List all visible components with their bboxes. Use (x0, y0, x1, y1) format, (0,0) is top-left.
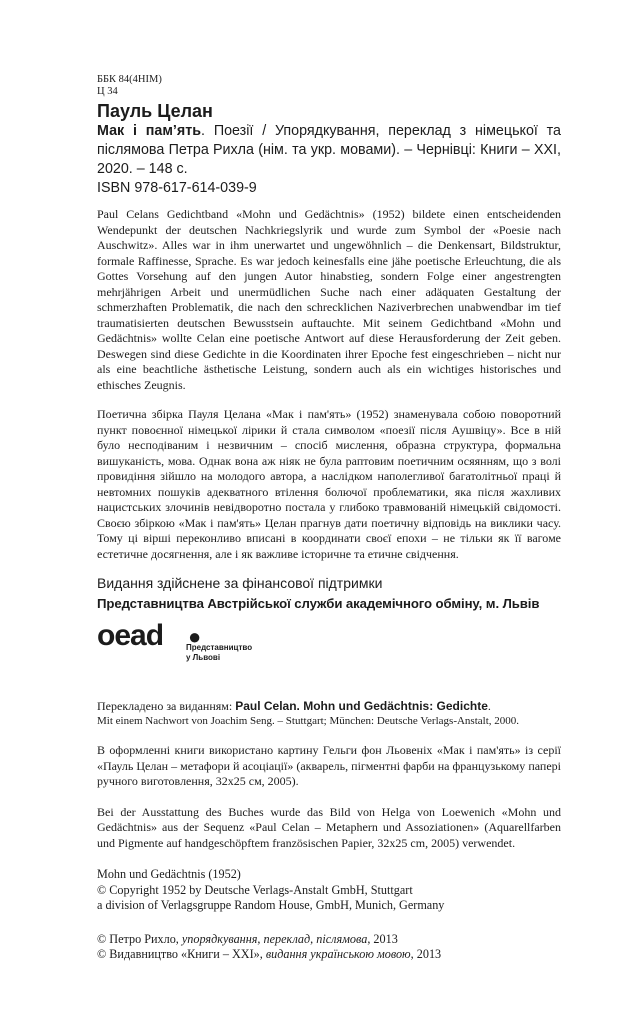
copyright-holder: © Петро Рихло, (97, 931, 182, 946)
german-annotation: Paul Celans Gedichtband «Mohn und Gedächtnis» (1952) bildete einen entscheidenden Wendepunkt der deutschen Nachkriegslyrik und wurde zum Symbol der «Poesie nach Auschwitz». Alles war in ihm unerwartet und ungewöhnlich – die Denkensart, Bildstruktur, formale Raffinesse, Sprache. Es war jedoch keinesfalls eine jähe poetische Erleuchtung, die als Gottes Vorsehung auf den jungen Autor hinabstieg, sondern Folge einer angestrengten mehrjährigen Arbeit und unermüdlichen Suche nach einer adäquaten Gestaltung der schmerzhaften Problematik, die nach den schrecklichen Naziverbrechen unabwendbar im tief traumatisierten deutschen Bewusstsein auftauchte. Mit seinem Gedichtband «Mohn und Gedächtnis» wollte Celan eine poetische Antwort auf diese Herausforderung der Zeit geben. Deswegen sind diese Gedichte in die Koordinaten ihrer Epoche fest eingeschrieben – nicht nur als eine beachtliche ästhetische Leistung, sondern auch als ein wichtiges historisches und ethisches Zeugnis. (97, 207, 561, 392)
copyright-line (97, 932, 561, 948)
translation-source-end: . (487, 699, 491, 713)
bbk-code: ББК 84(4НІМ) (97, 74, 162, 85)
original-copyright (97, 867, 561, 914)
copyright-year: , 2013 (367, 931, 398, 946)
copyright-line: © Copyright 1952 by Deutsche Verlags-Anstalt GmbH, Stuttgart (97, 882, 413, 897)
design-note-ukrainian: В оформленні книги використано картину Гельги фон Льовеніх «Мак і пам'ять» із серії «Пауль Целан – метафори й асоціації» (акварель, пігментні фарби на французькому папері ручного виготовлення, 32x25 см, 2005). (97, 743, 561, 788)
bibliographic-description (97, 122, 561, 179)
oead-logo-text: oead (97, 619, 164, 652)
copyright-holder: © Видавництво «Книги – XXI», (97, 947, 266, 961)
author-cipher: Ц 34 (97, 86, 118, 97)
support-organization: Представництва Австрійської служби академічного обміну, м. Львів (97, 596, 540, 611)
oead-subtitle-line2: у Львові (186, 653, 221, 662)
copyright-role: упорядкування, переклад, післямова (181, 931, 368, 946)
ukrainian-annotation: Поетична збірка Пауля Целана «Мак і пам'ять» (1952) знаменувала собою поворотний пункт повоєнної німецької лірики й стала символом «поезії після Аушвіцу». Все в ній було несподіваним і незвичним – спосіб мислення, образна структура, формальна вишуканість, мова. Однак вона аж ніяк не була раптовим поетичним осяянням, що з волі провидіння зійшло на молодого автора, а наслідком наполегливої багатолітньої праці й невтомних пошуків адекватного втілення болючої проблематики, яка після жахливих нацистських злочинів невідворотно постала у глибоко травмованій німецькій свідомості. Своєю збіркою «Мак і пам'ять» Целан прагнув дати поетичну відповідь на виклики часу. Тому ці вірші переконливо вписані в координати своєї епохи – не тільки як її вагоме естетичне досягнення, але і як важливе історичне та етичне свідчення. (97, 407, 561, 561)
support-notice: Видання здійснене за фінансової підтримки (97, 575, 383, 591)
translation-source-details: Mit einem Nachwort von Joachim Seng. – Stuttgart; München: Deutsche Verlags-Anstalt, 2000. (97, 715, 520, 727)
oead-logo-mark-icon: ● (188, 624, 202, 649)
copyright-line: Mohn und Gedächtnis (1952) (97, 867, 241, 881)
book-title: Мак і пам’ять (97, 123, 202, 139)
isbn: ISBN 978-617-614-039-9 (97, 180, 257, 196)
oead-logo-subtitle (186, 643, 252, 663)
copyright-year: , 2013 (410, 947, 442, 961)
author-name: Пауль Целан (97, 101, 213, 121)
bibliographic-details: . Поезії / Упорядкування, переклад з німецької та післямова Петра Рихла (нім. та укр. мовами). – Чернівці: Книги – XXI, 2020. – 148 с. (97, 123, 562, 177)
edition-copyright (97, 932, 561, 963)
copyright-line (97, 947, 561, 963)
imprint-page (97, 74, 561, 963)
oead-subtitle-line1: Представництво (186, 643, 253, 652)
copyright-line: a division of Verlagsgruppe Random House, GmbH, Munich, Germany (97, 898, 445, 912)
translation-source-prefix: Перекладено за виданням: (97, 699, 236, 713)
translation-source-title: Paul Celan. Mohn und Gedächtnis: Gedichte (235, 699, 488, 713)
copyright-role: видання українською мовою (265, 947, 411, 961)
translation-source (97, 699, 561, 714)
design-note-german: Bei der Ausstattung des Buches wurde das Bild von Helga von Loewenich «Mohn und Gedächtnis» aus der Sequenz «Paul Celan – Metaphern und Assoziationen» (Aquarellfarben und Pigmente auf handgeschöpftem französischen Papier, 32x25 cm, 2005) verwendet. (97, 804, 561, 850)
oead-logo (97, 621, 561, 671)
